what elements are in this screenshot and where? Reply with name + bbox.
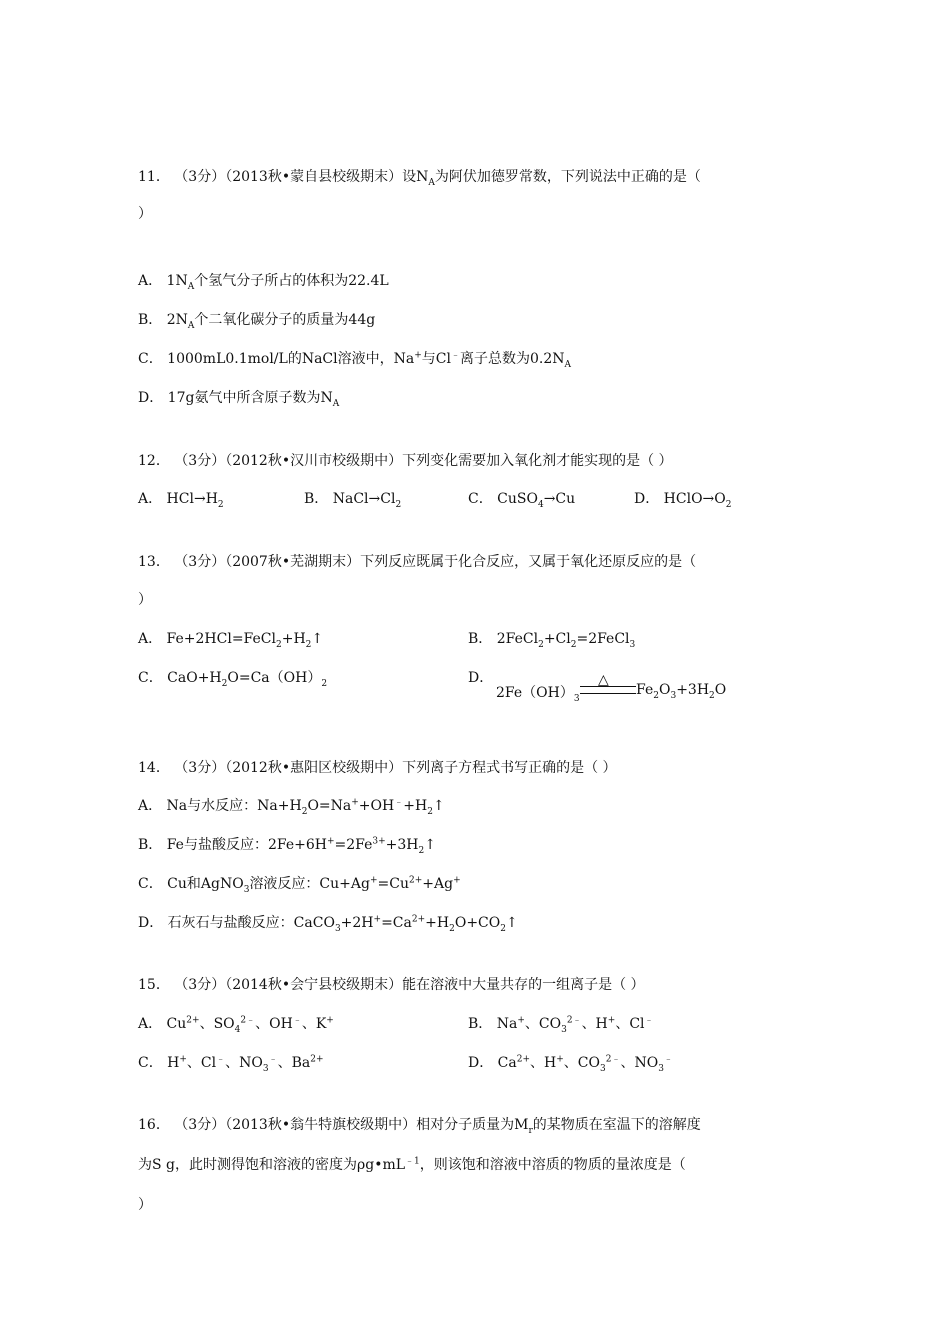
question-number: 11． (138, 169, 170, 185)
question-11-stem (138, 168, 701, 186)
option-text: D． 石灰石与盐酸反应：CaCO (138, 915, 335, 931)
option-text: B． 2FeCl (468, 631, 539, 647)
superscript: ﹣ (216, 1054, 226, 1065)
option-text: B． Na (468, 1016, 518, 1032)
superscript: 2+ (408, 875, 423, 886)
option-text: D． 17g氨气中所含原子数为N (138, 390, 333, 406)
stem-text: 下列离子方程式书写正确的是（ ） (402, 760, 617, 776)
option-text: O=Ca（OH） (227, 670, 322, 686)
option-text: O+CO (454, 915, 501, 931)
option-text: 、CO (524, 1016, 562, 1032)
question-number: 12． (138, 453, 170, 469)
subscript: r (528, 1125, 533, 1136)
option-text: =Cu (377, 876, 409, 892)
option-text: 、Ba (277, 1055, 311, 1071)
option-text: 离子总数为0.2N (459, 351, 565, 367)
question-16-stem-end: ） (138, 1197, 152, 1213)
superscript: 2+ (310, 1054, 324, 1065)
question-15-stem (138, 976, 645, 994)
superscript: ﹣ (644, 1015, 654, 1026)
question-12-stem (138, 452, 673, 470)
question-14-option-d (138, 914, 518, 932)
subscript: 2 (653, 690, 659, 701)
option-text: 溶液反应：Cu+Ag (249, 876, 370, 892)
question-14-stem (138, 759, 617, 777)
question-13-option-d-equation (496, 672, 756, 712)
subscript: 2 (301, 806, 308, 817)
option-text: →Cu (543, 491, 576, 507)
option-text: +H (403, 798, 428, 814)
superscript: + (556, 1054, 564, 1065)
question-source: （2014秋•会宁县校级期末） (225, 977, 403, 993)
superscript: ﹣ (292, 1015, 302, 1026)
subscript: 4 (234, 1024, 241, 1035)
subscript: 2 (395, 499, 402, 510)
subscript: 3 (573, 693, 580, 704)
option-text: A． 1N (138, 273, 188, 289)
question-number: 13． (138, 554, 170, 570)
option-text: 个氢气分子所占的体积为22.4L (194, 273, 389, 289)
question-number: 15． (138, 977, 170, 993)
equals-bars (580, 686, 636, 694)
subscript: 2 (221, 678, 228, 689)
option-text: D． HClO→O (634, 491, 726, 507)
question-13-stem (138, 553, 696, 571)
superscript: 2﹣ (566, 1015, 582, 1026)
formula-text: O (714, 682, 727, 698)
option-text: B． Fe与盐酸反应：2Fe+6H (138, 837, 327, 853)
subscript: 3 (658, 1063, 664, 1074)
stem-text: 下列变化需要加入氧化剂才能实现的是（ ） (402, 453, 673, 469)
formula-text: +3H (676, 682, 710, 698)
option-text: =2Fe (334, 837, 373, 853)
subscript: 2 (570, 639, 577, 650)
question-source: （2013秋•翁牛特旗校级期中） (225, 1117, 417, 1133)
option-text: ↑ (424, 837, 436, 853)
subscript: 4 (537, 499, 544, 510)
subscript: 3 (629, 639, 636, 650)
question-15-option-b (468, 1015, 654, 1033)
option-text: 、H (530, 1055, 557, 1071)
question-13-option-c (138, 669, 327, 687)
option-text: O=Na (307, 798, 352, 814)
option-text: D． Ca (468, 1055, 517, 1071)
option-text: +H (281, 631, 306, 647)
question-source: （2007秋•芜湖期末） (225, 554, 361, 570)
question-11-option-a (138, 272, 389, 290)
question-15-option-c (138, 1054, 324, 1072)
option-text: =Ca (381, 915, 412, 931)
stem-text: 设N (402, 169, 429, 185)
question-number: 16． (138, 1117, 170, 1133)
subscript: 3 (334, 923, 341, 934)
superscript: + (373, 914, 382, 925)
subscript: A (187, 320, 195, 331)
question-11-option-c (138, 350, 571, 368)
superscript: 2+ (411, 914, 426, 925)
option-text: B． NaCl→Cl (304, 491, 396, 507)
option-text: 、NO (225, 1055, 263, 1071)
question-13-option-b (468, 630, 635, 648)
subscript: 3 (243, 884, 250, 895)
option-text: +Cl (543, 631, 571, 647)
option-text: ↑ (432, 798, 445, 814)
question-number: 14． (138, 760, 170, 776)
stem-text: 的某物质在室温下的溶解度 (532, 1117, 701, 1133)
superscript: 2+ (186, 1015, 200, 1026)
question-source: （2012秋•惠阳区校级期中） (225, 760, 403, 776)
option-text: A． HCl→H (138, 491, 218, 507)
subscript: A (564, 359, 571, 370)
superscript: ﹣ (394, 797, 404, 808)
superscript: + (179, 1054, 187, 1065)
question-12-option-a (138, 490, 224, 508)
subscript: 2 (275, 639, 282, 650)
superscript: ﹣ (663, 1054, 673, 1065)
question-16-stem-line2 (138, 1156, 686, 1174)
superscript: + (369, 875, 378, 886)
option-text: 个二氧化碳分子的质量为44g (194, 312, 376, 328)
question-11-stem-end: ） (138, 206, 152, 222)
question-13-stem-end: ） (138, 592, 152, 608)
question-11-option-b (138, 311, 375, 329)
stem-text: ，则该饱和溶液中溶质的物质的量浓度是（ (419, 1157, 686, 1173)
equation-left (496, 682, 580, 702)
superscript: ﹣1 (405, 1156, 420, 1167)
question-source: （2013秋•蒙自县校级期末） (225, 169, 403, 185)
option-text: 、H (581, 1016, 608, 1032)
question-score: （3分） (174, 760, 226, 776)
subscript: A (332, 398, 340, 409)
option-text: C． Cu和AgNO (138, 876, 244, 892)
question-12-option-b (304, 490, 401, 508)
question-16-stem (138, 1116, 701, 1134)
superscript: ﹣ (268, 1054, 278, 1065)
subscript: A (187, 281, 195, 292)
question-12-option-d (634, 490, 732, 508)
superscript: 2﹣ (240, 1015, 256, 1026)
option-text: B． 2N (138, 312, 188, 328)
superscript: 2﹣ (605, 1054, 621, 1065)
subscript: 3 (599, 1063, 606, 1074)
question-15-option-a (138, 1015, 334, 1033)
question-score: （3分） (174, 169, 226, 185)
superscript: 2+ (516, 1054, 531, 1065)
option-text: +OH (358, 798, 395, 814)
option-text: 、CO (563, 1055, 600, 1071)
question-source: （2012秋•汉川市校级期中） (225, 453, 403, 469)
option-text: ↑ (505, 915, 518, 931)
option-text: +2H (340, 915, 374, 931)
heat-triangle-icon: △ (598, 672, 609, 688)
subscript: 2 (321, 678, 328, 689)
option-text: A． Fe+2HCl=FeCl (138, 631, 276, 647)
option-text: =2FeCl (576, 631, 630, 647)
question-13-option-d-label: D． (468, 670, 494, 686)
subscript: 2 (449, 923, 455, 934)
subscript: 2 (418, 845, 425, 856)
superscript: + (607, 1015, 616, 1026)
subscript: 2 (500, 923, 506, 934)
question-15-option-d (468, 1054, 673, 1072)
superscript: + (517, 1015, 525, 1026)
option-text: 、Cl (186, 1055, 217, 1071)
option-text: 、Cl (615, 1016, 645, 1032)
formula-text: O (658, 682, 671, 698)
option-text: +Ag (422, 876, 454, 892)
equation-right (636, 682, 727, 701)
subscript: 2 (427, 806, 433, 817)
subscript: 2 (709, 690, 715, 701)
option-text: +H (425, 915, 450, 931)
question-13-option-a (138, 630, 323, 648)
option-text: C． CaO+H (138, 670, 222, 686)
option-text: 、NO (620, 1055, 659, 1071)
option-text: ↑ (311, 631, 324, 647)
option-text: 、K (301, 1016, 327, 1032)
superscript: + (414, 350, 422, 361)
question-12-option-c (468, 490, 575, 508)
subscript: 3 (561, 1024, 567, 1035)
stem-text: 相对分子质量为M (416, 1117, 529, 1133)
option-text: C． 1000mL0.1mol/L的NaCl溶液中，Na (138, 351, 415, 367)
question-14-option-c (138, 875, 461, 893)
question-11-option-d (138, 389, 339, 407)
superscript: + (326, 836, 335, 847)
option-text: 、SO (199, 1016, 235, 1032)
subscript: 3 (262, 1063, 269, 1074)
option-text: C． CuSO (468, 491, 538, 507)
question-14-option-b (138, 836, 436, 854)
question-14-option-a (138, 797, 445, 815)
question-score: （3分） (174, 453, 226, 469)
superscript: ﹣ (450, 350, 460, 361)
question-score: （3分） (174, 977, 226, 993)
superscript: + (351, 797, 359, 808)
stem-text: 为S g，此时测得饱和溶液的密度为ρg•mL (138, 1157, 406, 1173)
option-text: C． H (138, 1055, 180, 1071)
subscript: 2 (217, 499, 224, 510)
option-text: 、OH (255, 1016, 293, 1032)
subscript: 2 (538, 639, 544, 650)
superscript: + (453, 875, 461, 886)
option-text: +3H (385, 837, 419, 853)
option-text: A． Na与水反应：Na+H (138, 798, 302, 814)
option-text: A． Cu (138, 1016, 187, 1032)
superscript: 3+ (372, 836, 386, 847)
formula-text: 2Fe（OH） (496, 685, 574, 701)
stem-text: 能在溶液中大量共存的一组离子是（ ） (402, 977, 645, 993)
subscript: 3 (670, 690, 677, 701)
subscript: 2 (305, 639, 312, 650)
stem-text: 下列反应既属于化合反应，又属于氧化还原反应的是（ (360, 554, 697, 570)
superscript: + (326, 1015, 334, 1026)
question-score: （3分） (174, 554, 226, 570)
question-score: （3分） (174, 1117, 226, 1133)
stem-text: 为阿伏加德罗常数，下列说法中正确的是（ (434, 169, 701, 185)
formula-text: Fe (636, 682, 654, 698)
option-text: 与Cl (421, 351, 451, 367)
subscript: A (428, 177, 435, 188)
subscript: 2 (725, 499, 732, 510)
